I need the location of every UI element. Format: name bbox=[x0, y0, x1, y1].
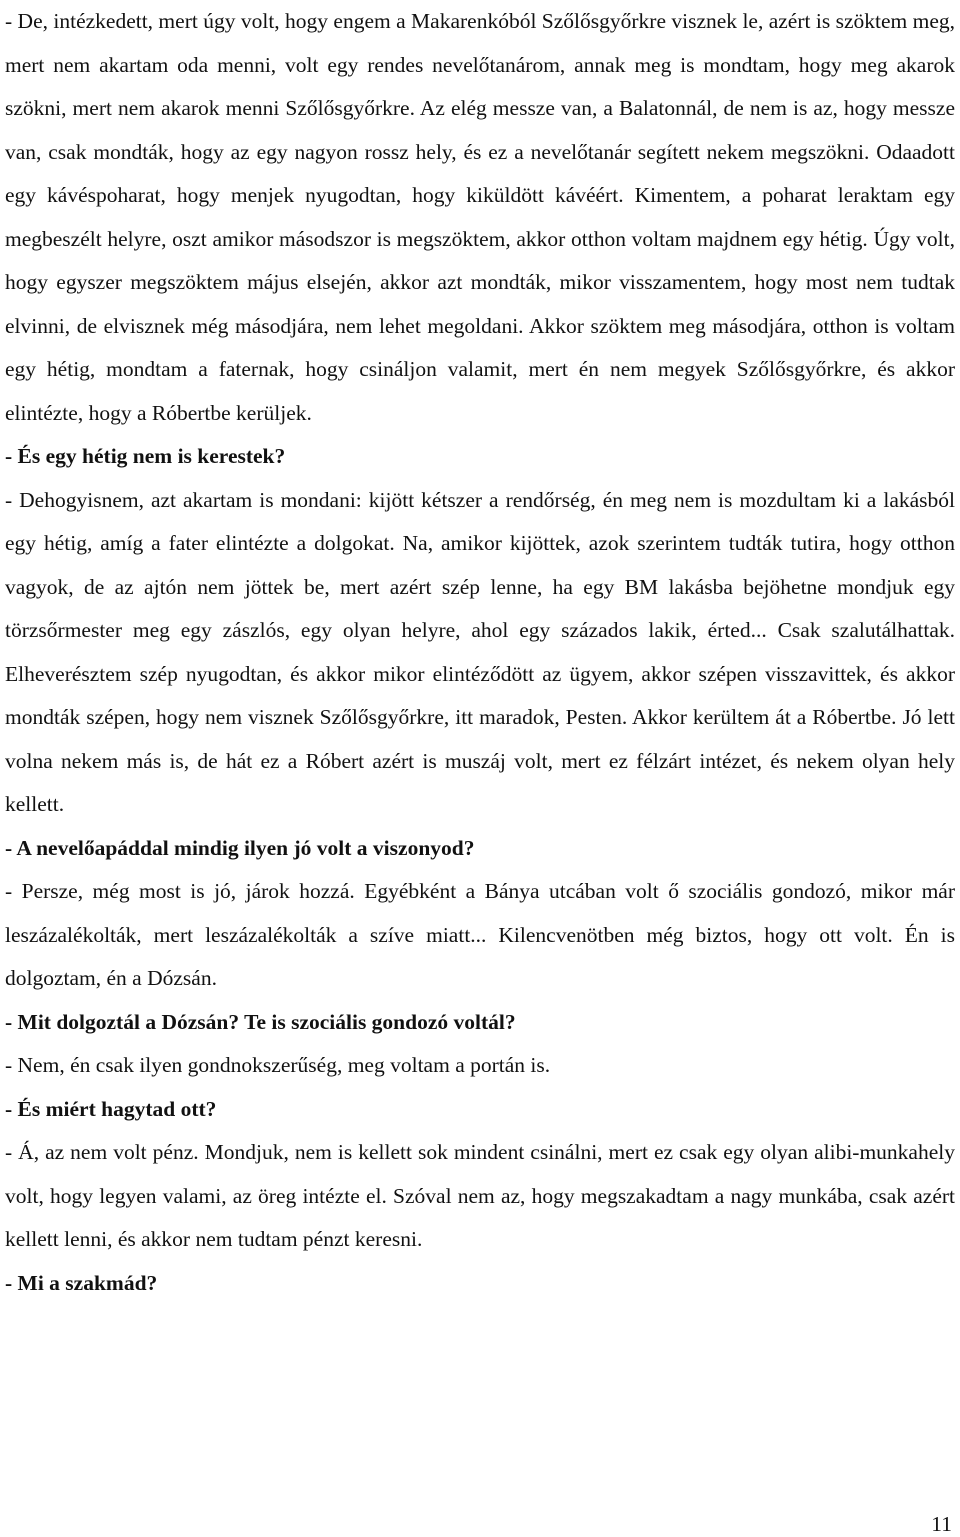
answer-paragraph: - Persze, még most is jó, járok hozzá. Egyébként a Bánya utcában volt ő szociális gondozó, mikor már leszázalékolták, mert leszázalékolták a szíve miatt... Kilencvenötben még biztos, hogy ott volt. Én is dolgoztam, én a Dózsán. bbox=[5, 879, 955, 990]
answer-paragraph: - Dehogyisnem, azt akartam is mondani: kijött kétszer a rendőrség, én meg nem is mozdultam ki a lakásból egy hétig, amíg a fater elintézte a dolgokat. Na, amikor kijöttek, azok szerintem tudták tutira, hogy otthon vagyok, de az ajtón nem jöttek be, mert azért szép lenne, ha egy BM lakásba bejöhetne mondjuk egy törzsőrmester meg egy zászlós, egy olyan helyre, ahol egy százados lakik, érted... Csak szalutálhattak. Elheverésztem szép nyugodtan, és akkor mikor elintéződött az ügyem, akkor szépen visszavittek, és akkor mondták szépen, hogy nem visznek Szőlősgyőrkre, itt maradok, Pesten. Akkor kerültem át a Róbertbe. Jó lett volna nekem más is, de hát ez a Róbert azért is muszáj volt, mert ez félzárt intézet, és nekem olyan hely kellett. bbox=[5, 487, 955, 816]
question-paragraph: - És egy hétig nem is kerestek? bbox=[5, 444, 286, 468]
page-number: 11 bbox=[931, 1512, 952, 1536]
question-paragraph: - És miért hagytad ott? bbox=[5, 1096, 217, 1121]
question-paragraph: - Mi a szakmád? bbox=[5, 1270, 158, 1295]
answer-paragraph: - Nem, én csak ilyen gondnokszerűség, meg voltam a portán is. bbox=[5, 1053, 551, 1077]
interview-text bbox=[5, 0, 955, 1305]
question-paragraph: - A nevelőapáddal mindig ilyen jó volt a viszonyod? bbox=[5, 835, 475, 860]
answer-paragraph: - Á, az nem volt pénz. Mondjuk, nem is kellett sok mindent csinálni, mert ez csak egy olyan alibi-munkahely volt, hogy legyen valami, az öreg intézte el. Szóval nem az, hogy megszakadtam a nagy munkába, csak azért kellett lenni, és akkor nem tudtam pénzt keresni. bbox=[5, 1140, 955, 1251]
question-paragraph: - Mit dolgoztál a Dózsán? Te is szociális gondozó voltál? bbox=[5, 1009, 516, 1034]
answer-paragraph: - De, intézkedett, mert úgy volt, hogy engem a Makarenkóból Szőlősgyőrkre visznek le, azért is szöktem meg, mert nem akartam oda menni, volt egy rendes nevelőtanárom, annak meg is mondtam, hogy meg akarok szökni, mert nem akarok menni Szőlősgyőrkre. Az elég messze van, a Balatonnál, de nem is az, hogy messze van, csak mondták, hogy az egy nagyon rossz hely, és ez a nevelőtanár segített nekem megszökni. Odaadott egy kávéspoharat, hogy menjek nyugodtan, hogy kiküldött kávéért. Kimentem, a poharat leraktam egy megbeszélt helyre, oszt amikor másodszor is megszöktem, akkor otthon voltam majdnem egy hétig. Úgy volt, hogy egyszer megszöktem május elsején, akkor azt mondták, mikor visszamentem, hogy most nem tudtak elvinni, de elvisznek még másodjára, nem lehet megoldani. Akkor szöktem meg másodjára, otthon is voltam egy hétig, mondtam a faternak, hogy csináljon valamit, mert én nem megyek Szőlősgyőrkre, és akkor elintézte, hogy a Róbertbe kerüljek. bbox=[5, 9, 955, 425]
